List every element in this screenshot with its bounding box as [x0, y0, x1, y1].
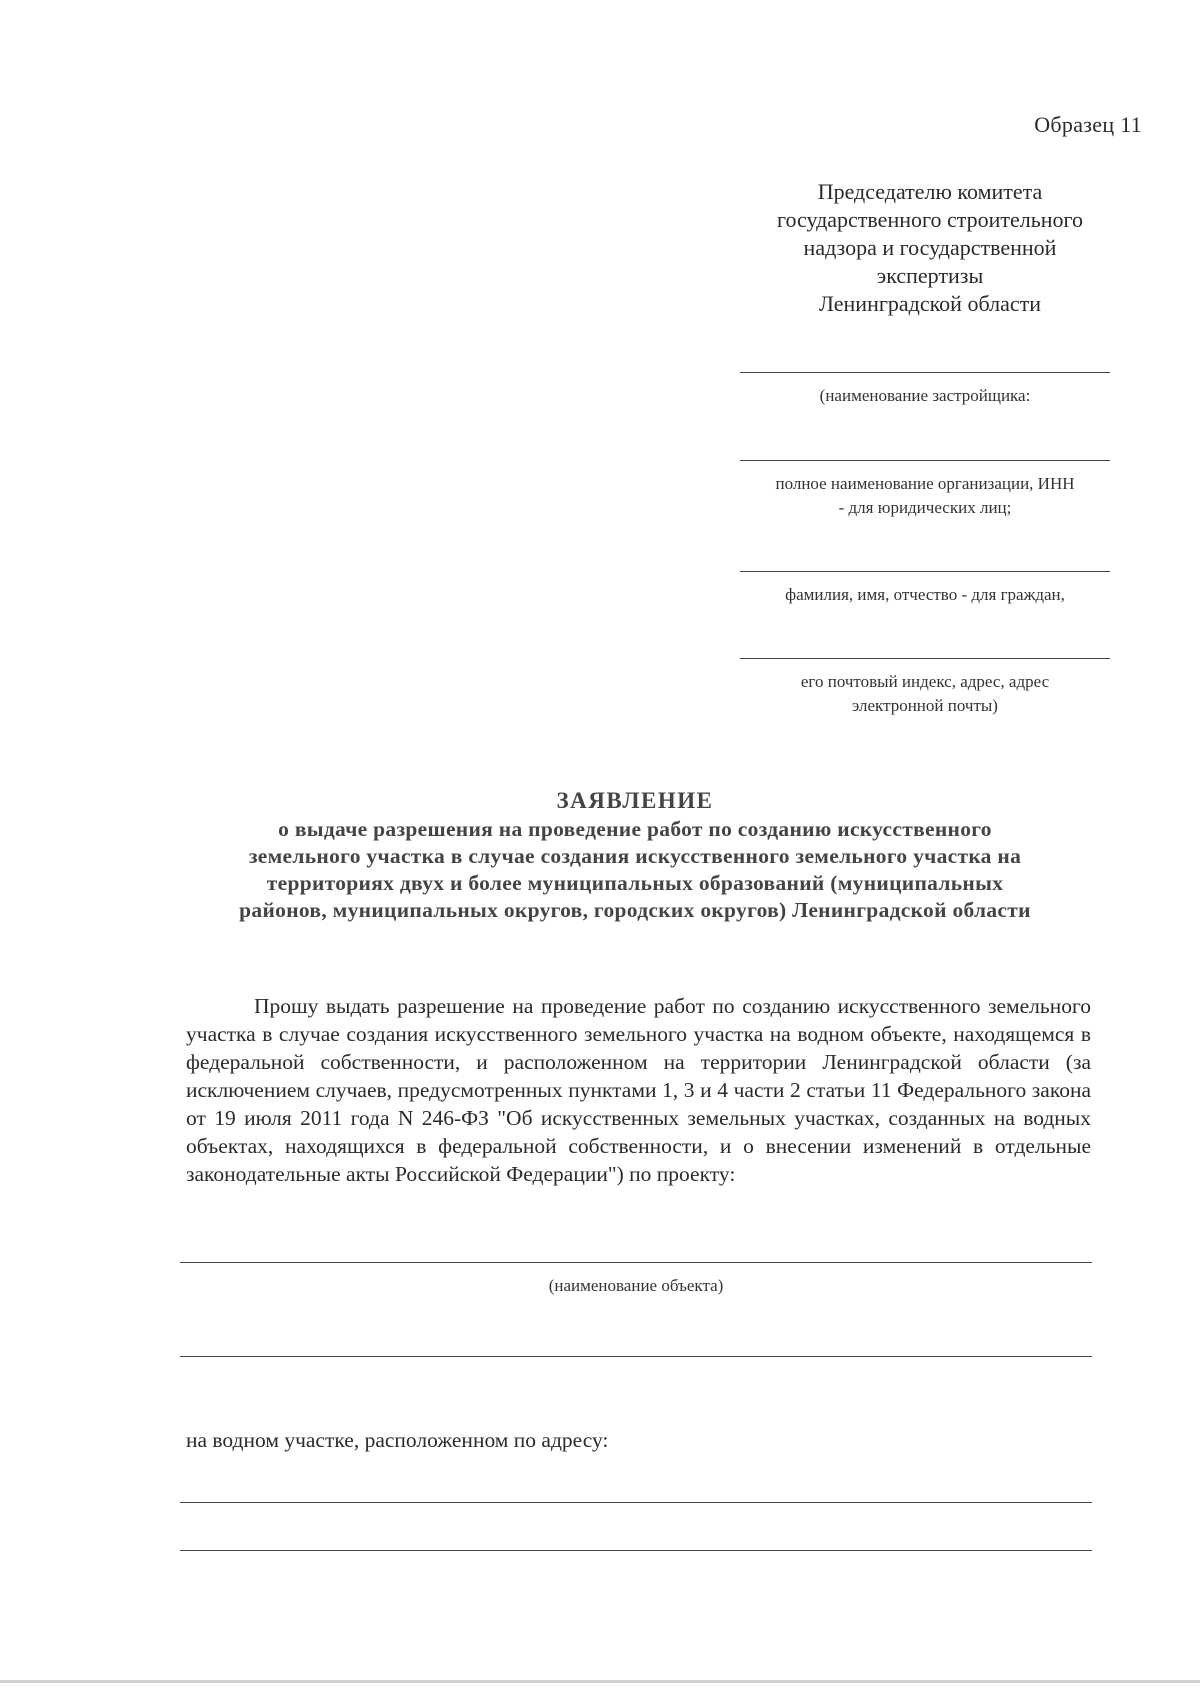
object-name-caption: (наименование объекта) [548, 1276, 724, 1295]
caption-line: его почтовый индекс, адрес, адрес [800, 672, 1050, 691]
sample-label: Образец 11 [1034, 112, 1142, 137]
addressee-line: Ленинградской области [819, 291, 1041, 316]
applicant-name-line[interactable] [740, 372, 1110, 373]
subtitle-line: о выдаче разрешения на проведение работ по созданию искусственного [278, 817, 992, 841]
organization-line[interactable] [740, 460, 1110, 461]
object-name-line-2[interactable] [180, 1356, 1092, 1357]
postal-address-caption [740, 670, 1110, 718]
addressee-line: государственного строительного [776, 207, 1084, 232]
address-line-1[interactable] [180, 1502, 1092, 1503]
caption-line: - для юридических лиц; [838, 498, 1012, 517]
applicant-name-caption: (наименование застройщика: [819, 386, 1031, 405]
subtitle-line: земельного участка в случае создания искусственного земельного участка на [248, 844, 1022, 868]
address-label: на водном участке, расположенном по адресу: [186, 1428, 609, 1452]
object-name-line[interactable] [180, 1262, 1092, 1263]
citizen-name-line[interactable] [740, 571, 1110, 572]
organization-caption [740, 472, 1110, 520]
document-title: ЗАЯВЛЕНИЕ [556, 788, 714, 813]
subtitle-line: районов, муниципальных округов, городских округов) Ленинградской области [239, 898, 1031, 922]
postal-address-line[interactable] [740, 658, 1110, 659]
request-body [186, 992, 1091, 1188]
caption-line: полное наименование организации, ИНН [775, 474, 1075, 493]
addressee-line: экспертизы [876, 263, 984, 288]
addressee-line: Председателю комитета [817, 179, 1043, 204]
address-line-2[interactable] [180, 1550, 1092, 1551]
subtitle-line: территориях двух и более муниципальных образований (муниципальных [266, 871, 1004, 895]
document-subtitle [140, 816, 1130, 924]
addressee-block [750, 178, 1110, 318]
page-bottom-edge [0, 1680, 1200, 1683]
request-paragraph: Прошу выдать разрешение на проведение работ по созданию искусственного земельного участка в случае создания искусственного земельного участка на водном объекте, находящемся в федеральной собственности, и расположенном на территории Ленинградской области (за исключением случаев, предусмотренных пунктами 1, 3 и 4 части 2 статьи 11 Федерального закона от 19 июля 2011 года N 246-ФЗ "Об искусственных земельных участках, созданных на водных объектах, находящихся в федеральной собственности, и о внесении изменений в отдельные законодательные акты Российской Федерации") по проекту: [186, 994, 1091, 1186]
addressee-line: надзора и государственной [803, 235, 1057, 260]
caption-line: электронной почты) [852, 696, 998, 715]
citizen-name-caption: фамилия, имя, отчество - для граждан, [785, 585, 1065, 604]
